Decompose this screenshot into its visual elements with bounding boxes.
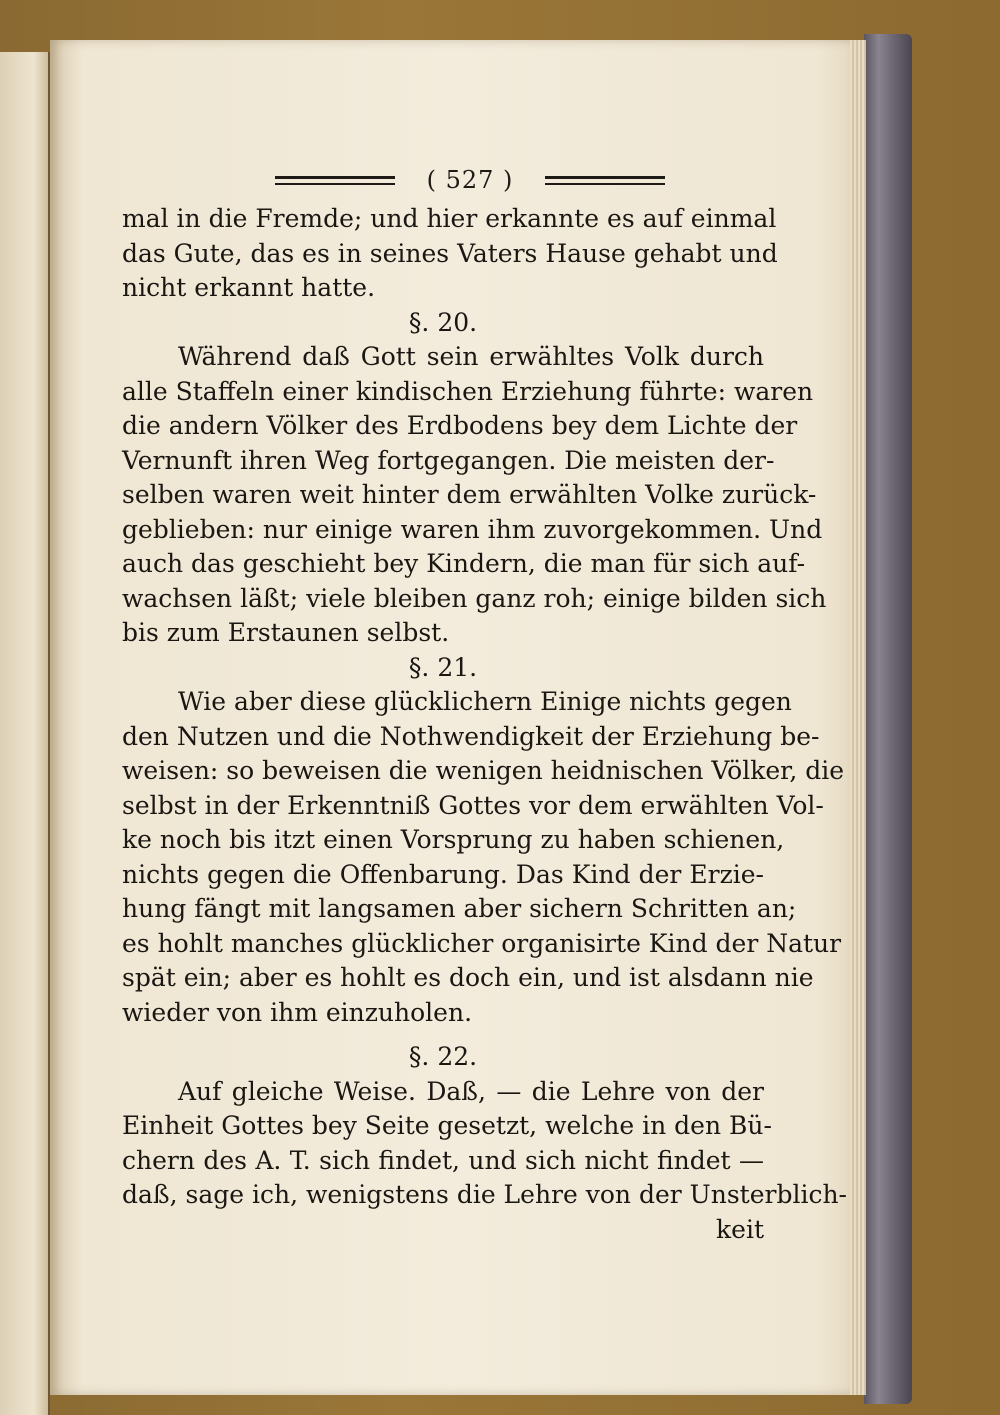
text-line: das Gute, das es in seines Vaters Hause gehabt und <box>122 238 778 268</box>
text-line: ke noch bis itzt einen Vorsprung zu haben schienen, <box>122 825 785 854</box>
section-heading-22: §. 22. <box>408 1042 478 1071</box>
text-line: daß, sage ich, wenigstens die Lehre von der Unsterblich- <box>122 1180 847 1209</box>
text-line: weisen: so beweisen die wenigen heidnischen Völker, die <box>122 756 845 785</box>
catchword: keit <box>716 1214 764 1244</box>
page-number: ( 527 ) <box>426 166 514 194</box>
text-line: nichts gegen die Offenbarung. Das Kind der Erzie- <box>122 859 764 889</box>
body-text <box>122 202 847 1247</box>
facing-page-edge <box>0 52 50 1415</box>
text-line: selbst in der Erkenntniß Gottes vor dem erwählten Vol- <box>122 790 824 820</box>
text-line: geblieben: nur einige waren ihm zuvorgekommen. Und <box>122 514 823 544</box>
section-heading-21: §. 21. <box>408 652 478 682</box>
text-line: spät ein; aber es hohlt es doch ein, und ist alsdann nie <box>122 963 814 992</box>
text-line: Während daß Gott sein erwähltes Volk durch <box>178 342 764 371</box>
text-line: bis zum Erstaunen selbst. <box>122 618 450 647</box>
text-line: nicht erkannt hatte. <box>122 273 376 302</box>
text-line: wachsen läßt; viele bleiben ganz roh; einige bilden sich <box>122 583 827 613</box>
header-rule-left <box>275 176 395 185</box>
text-line: den Nutzen und die Nothwendigkeit der Erziehung be- <box>122 721 820 751</box>
text-line: es hohlt manches glücklicher organisirte Kind der Natur <box>122 928 842 958</box>
text-line: Auf gleiche Weise. Daß, — die Lehre von der <box>178 1076 764 1106</box>
text-line: Wie aber diese glücklichern Einige nichts gegen <box>178 687 792 716</box>
text-line: wieder von ihm einzuholen. <box>122 997 473 1027</box>
section-heading-20: §. 20. <box>408 307 478 337</box>
text-line: Vernunft ihren Weg fortgegangen. Die meisten der- <box>122 445 775 475</box>
book-cover-edge <box>864 34 912 1404</box>
text-line: Einheit Gottes bey Seite gesetzt, welche in den Bü- <box>122 1111 772 1140</box>
text-line: chern des A. T. sich findet, und sich nicht findet — <box>122 1145 764 1175</box>
text-line: hung fängt mit langsamen aber sichern Schritten an; <box>122 894 797 923</box>
text-line: die andern Völker des Erdbodens bey dem Lichte der <box>122 411 798 440</box>
text-line: alle Staffeln einer kindischen Erziehung führte: waren <box>122 376 814 406</box>
book-page <box>50 40 850 1395</box>
text-line: auch das geschieht bey Kindern, die man für sich auf- <box>122 549 806 578</box>
running-header <box>200 160 740 200</box>
text-line: mal in die Fremde; und hier erkannte es auf einmal <box>122 204 777 233</box>
text-line: selben waren weit hinter dem erwählten Volke zurück- <box>122 480 817 509</box>
header-rule-right <box>545 176 665 185</box>
